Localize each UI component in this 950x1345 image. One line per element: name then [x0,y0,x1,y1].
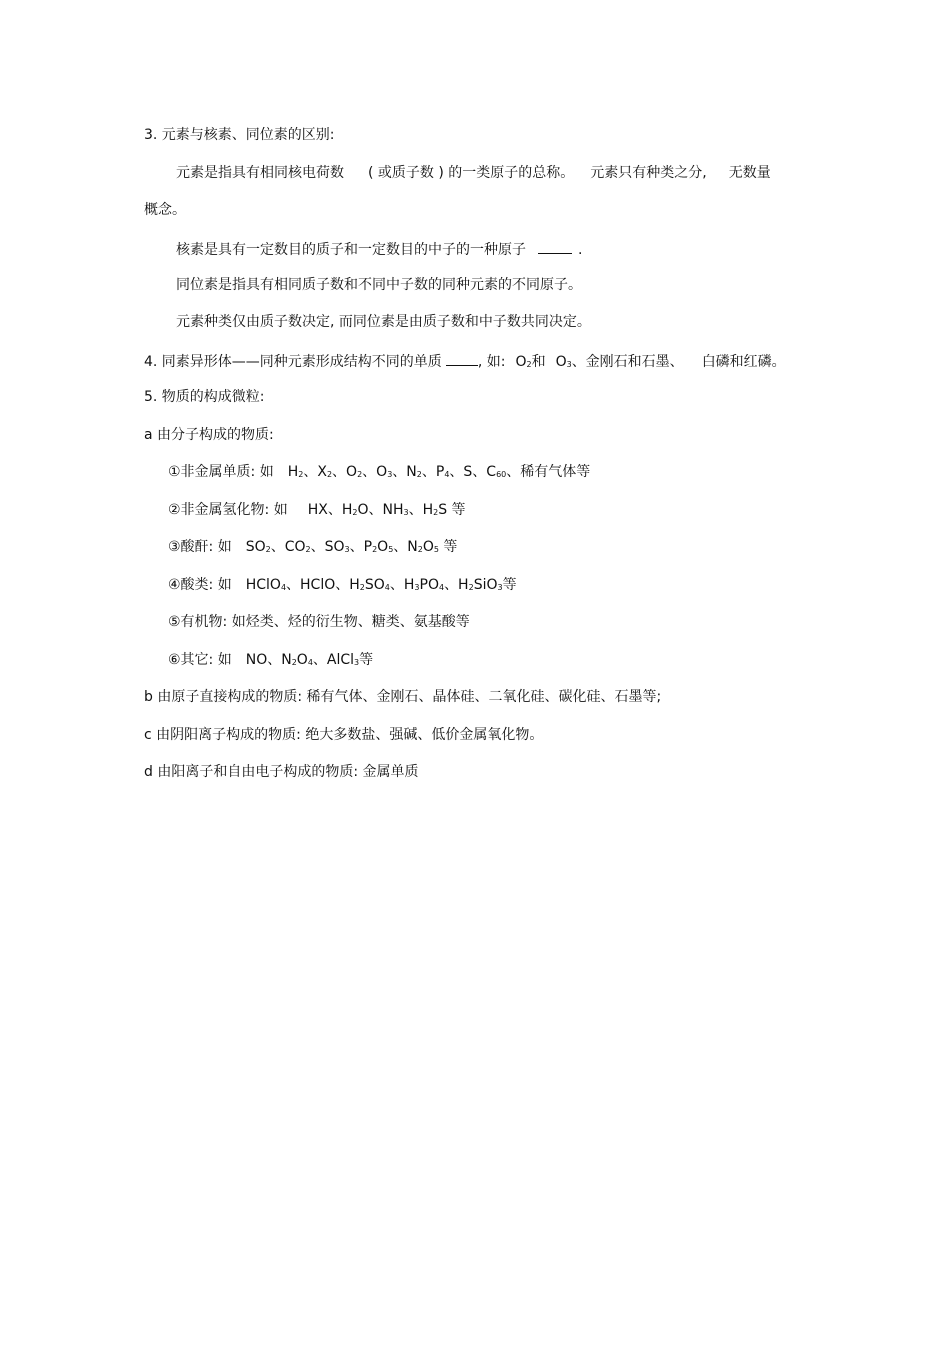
section-5-heading: 5. 物质的构成微粒: [144,389,265,405]
formula-text: 、N [392,464,417,480]
formula-text: HX、H [307,502,353,518]
formula-subscript: 2 [352,508,358,517]
formula-text: 、CO [270,539,306,555]
element-definition-a: 元素是指具有相同核电荷数 [176,165,344,181]
formula-text: HClO [245,577,281,593]
oxygen-formula: $O_2$ [515,354,532,370]
formula-text: 、HClO、H [286,577,360,593]
formula-text: NO、N [245,652,292,668]
formula-subscript: 3 [403,508,409,517]
formula-subscript: 4 [438,583,445,592]
formula-subscript: 4 [280,583,287,592]
formula-text: 、H [408,502,434,518]
allotrope-definition: 4. 同素异形体——同种元素形成结构不同的单质 [144,354,442,370]
item-acid-anhydrides: ③酸酐: 如 $SO_2$、$CO_2$、$SO_3$、$P_2O_5$、$N_2O_5$ 等 [168,539,458,555]
formula-subscript: 5 [433,545,439,554]
formula-text: PO [419,577,439,593]
formula-list [246,539,458,555]
element-definition-b: ( 或质子数 ) 的一类原子的总称。 [368,165,575,181]
formula-subscript: 4 [444,470,450,479]
element-definition-d: 无数量 [728,165,771,181]
formula-subscript: 2 [357,470,363,479]
formula-text: O、NH [357,502,404,518]
item-others: ⑥其它: 如 NO、$N_2O_4$、AlCl$_3$等 [168,652,374,668]
formula-list [288,464,591,480]
formula-text: 、H [389,577,415,593]
isotope-definition: 同位素是指具有相同质子数和不同中子数的同种元素的不同原子。 [176,277,582,293]
formula-text: 等 [438,539,458,555]
formula-text: 、AlCl [312,652,355,668]
formula-text: 等 [502,577,517,593]
nuclide-definition-line [176,239,582,259]
ozone-formula: $O_3$ [555,354,572,370]
element-definition-line [176,164,771,182]
formula-list [308,502,466,518]
formula-text: 、SO [310,539,345,555]
formula-subscript: 2 [416,470,422,479]
formula-subscript: 5 [388,545,394,554]
formula-list [246,577,517,593]
nuclide-definition: 核素是具有一定数目的质子和一定数目的中子的一种原子 [176,242,526,258]
item-nonmetal-elements: ①非金属单质: 如 $H_2$、$X_2$、$O_2$、$O_3$、$N_2$、$P_4$、S、$C_{60}$、稀有气体等 [168,464,591,480]
formula-subscript: 2 [291,658,297,667]
formula-subscript: 3 [344,545,350,554]
formula-subscript: 60 [496,470,507,479]
formula-text: S 等 [438,502,466,518]
nuclide-end: . [578,242,583,258]
ionic-substances: c 由阴阳离子构成的物质: 绝大多数盐、强碱、低价金属氧化物。 [144,727,544,743]
formula-text: H [287,464,299,480]
allotrope-example-prefix: , 如: [477,354,506,370]
formula-subscript: 2 [326,470,333,479]
formula-text: 、稀有气体等 [506,464,591,480]
formula-subscript: 4 [384,583,390,592]
formula-subscript: 3 [354,658,360,667]
formula-subscript: 2 [298,470,304,479]
formula-text: 、S、C [449,464,497,480]
molecular-substances-heading: a 由分子构成的物质: [144,427,274,443]
section-4-line [144,351,786,371]
allotrope-blank [446,351,478,366]
formula-text: SiO [473,577,498,593]
formula-subscript: 2 [468,583,474,592]
formula-subscript: 4 [307,658,313,667]
diamond-graphite: 、金刚石和石墨、 [571,354,684,370]
formula-subscript: 3 [414,583,420,592]
formula-text: 等 [359,652,374,668]
and-word: 和 [531,354,546,370]
formula-text: 、O [332,464,358,480]
formula-subscript: 2 [265,545,271,554]
formula-text: SO [364,577,385,593]
formula-text: 、N [393,539,418,555]
phosphorus-allotropes: 白磷和红磷。 [701,354,786,370]
formula-text: O [377,539,389,555]
formula-text: O [422,539,434,555]
formula-list [246,652,373,668]
formula-text: 、H [444,577,469,593]
formula-subscript: 3 [497,583,503,592]
formula-text: SO [245,539,266,555]
item-organics: ⑤有机物: 如烃类、烃的衍生物、糖类、氨基酸等 [168,614,470,630]
atomic-substances: b 由原子直接构成的物质: 稀有气体、金刚石、晶体硅、二氧化硅、碳化硅、石墨等; [144,689,662,705]
formula-text: 、X [303,464,327,480]
formula-text: 、P [349,539,373,555]
formula-subscript: 2 [417,545,423,554]
item-nonmetal-hydrides: ②非金属氢化物: 如 HX、$H_2O$、$NH_3$、$H_2S$ 等 [168,502,466,518]
formula-subscript: 2 [359,583,365,592]
element-definition-c: 元素只有种类之分, [590,165,707,181]
formula-text: 、P [421,464,445,480]
element-definition-continuation: 概念。 [144,202,186,218]
formula-text: 、O [362,464,388,480]
formula-text: O [296,652,308,668]
nuclide-blank [538,239,572,254]
metallic-substances: d 由阳离子和自由电子构成的物质: 金属单质 [144,764,419,780]
formula-subscript: 2 [372,545,378,554]
formula-subscript: 2 [433,508,439,517]
element-vs-isotope: 元素种类仅由质子数决定, 而同位素是由质子数和中子数共同决定。 [176,314,591,330]
section-3-heading: 3. 元素与核素、同位素的区别: [144,127,335,143]
formula-subscript: 3 [387,470,393,479]
item-acids: ④酸类: 如 HClO$_4$、HClO、$H_2SO_4$、$H_3PO_4$、$H_2SiO_3$等 [168,577,517,593]
formula-subscript: 2 [305,545,311,554]
